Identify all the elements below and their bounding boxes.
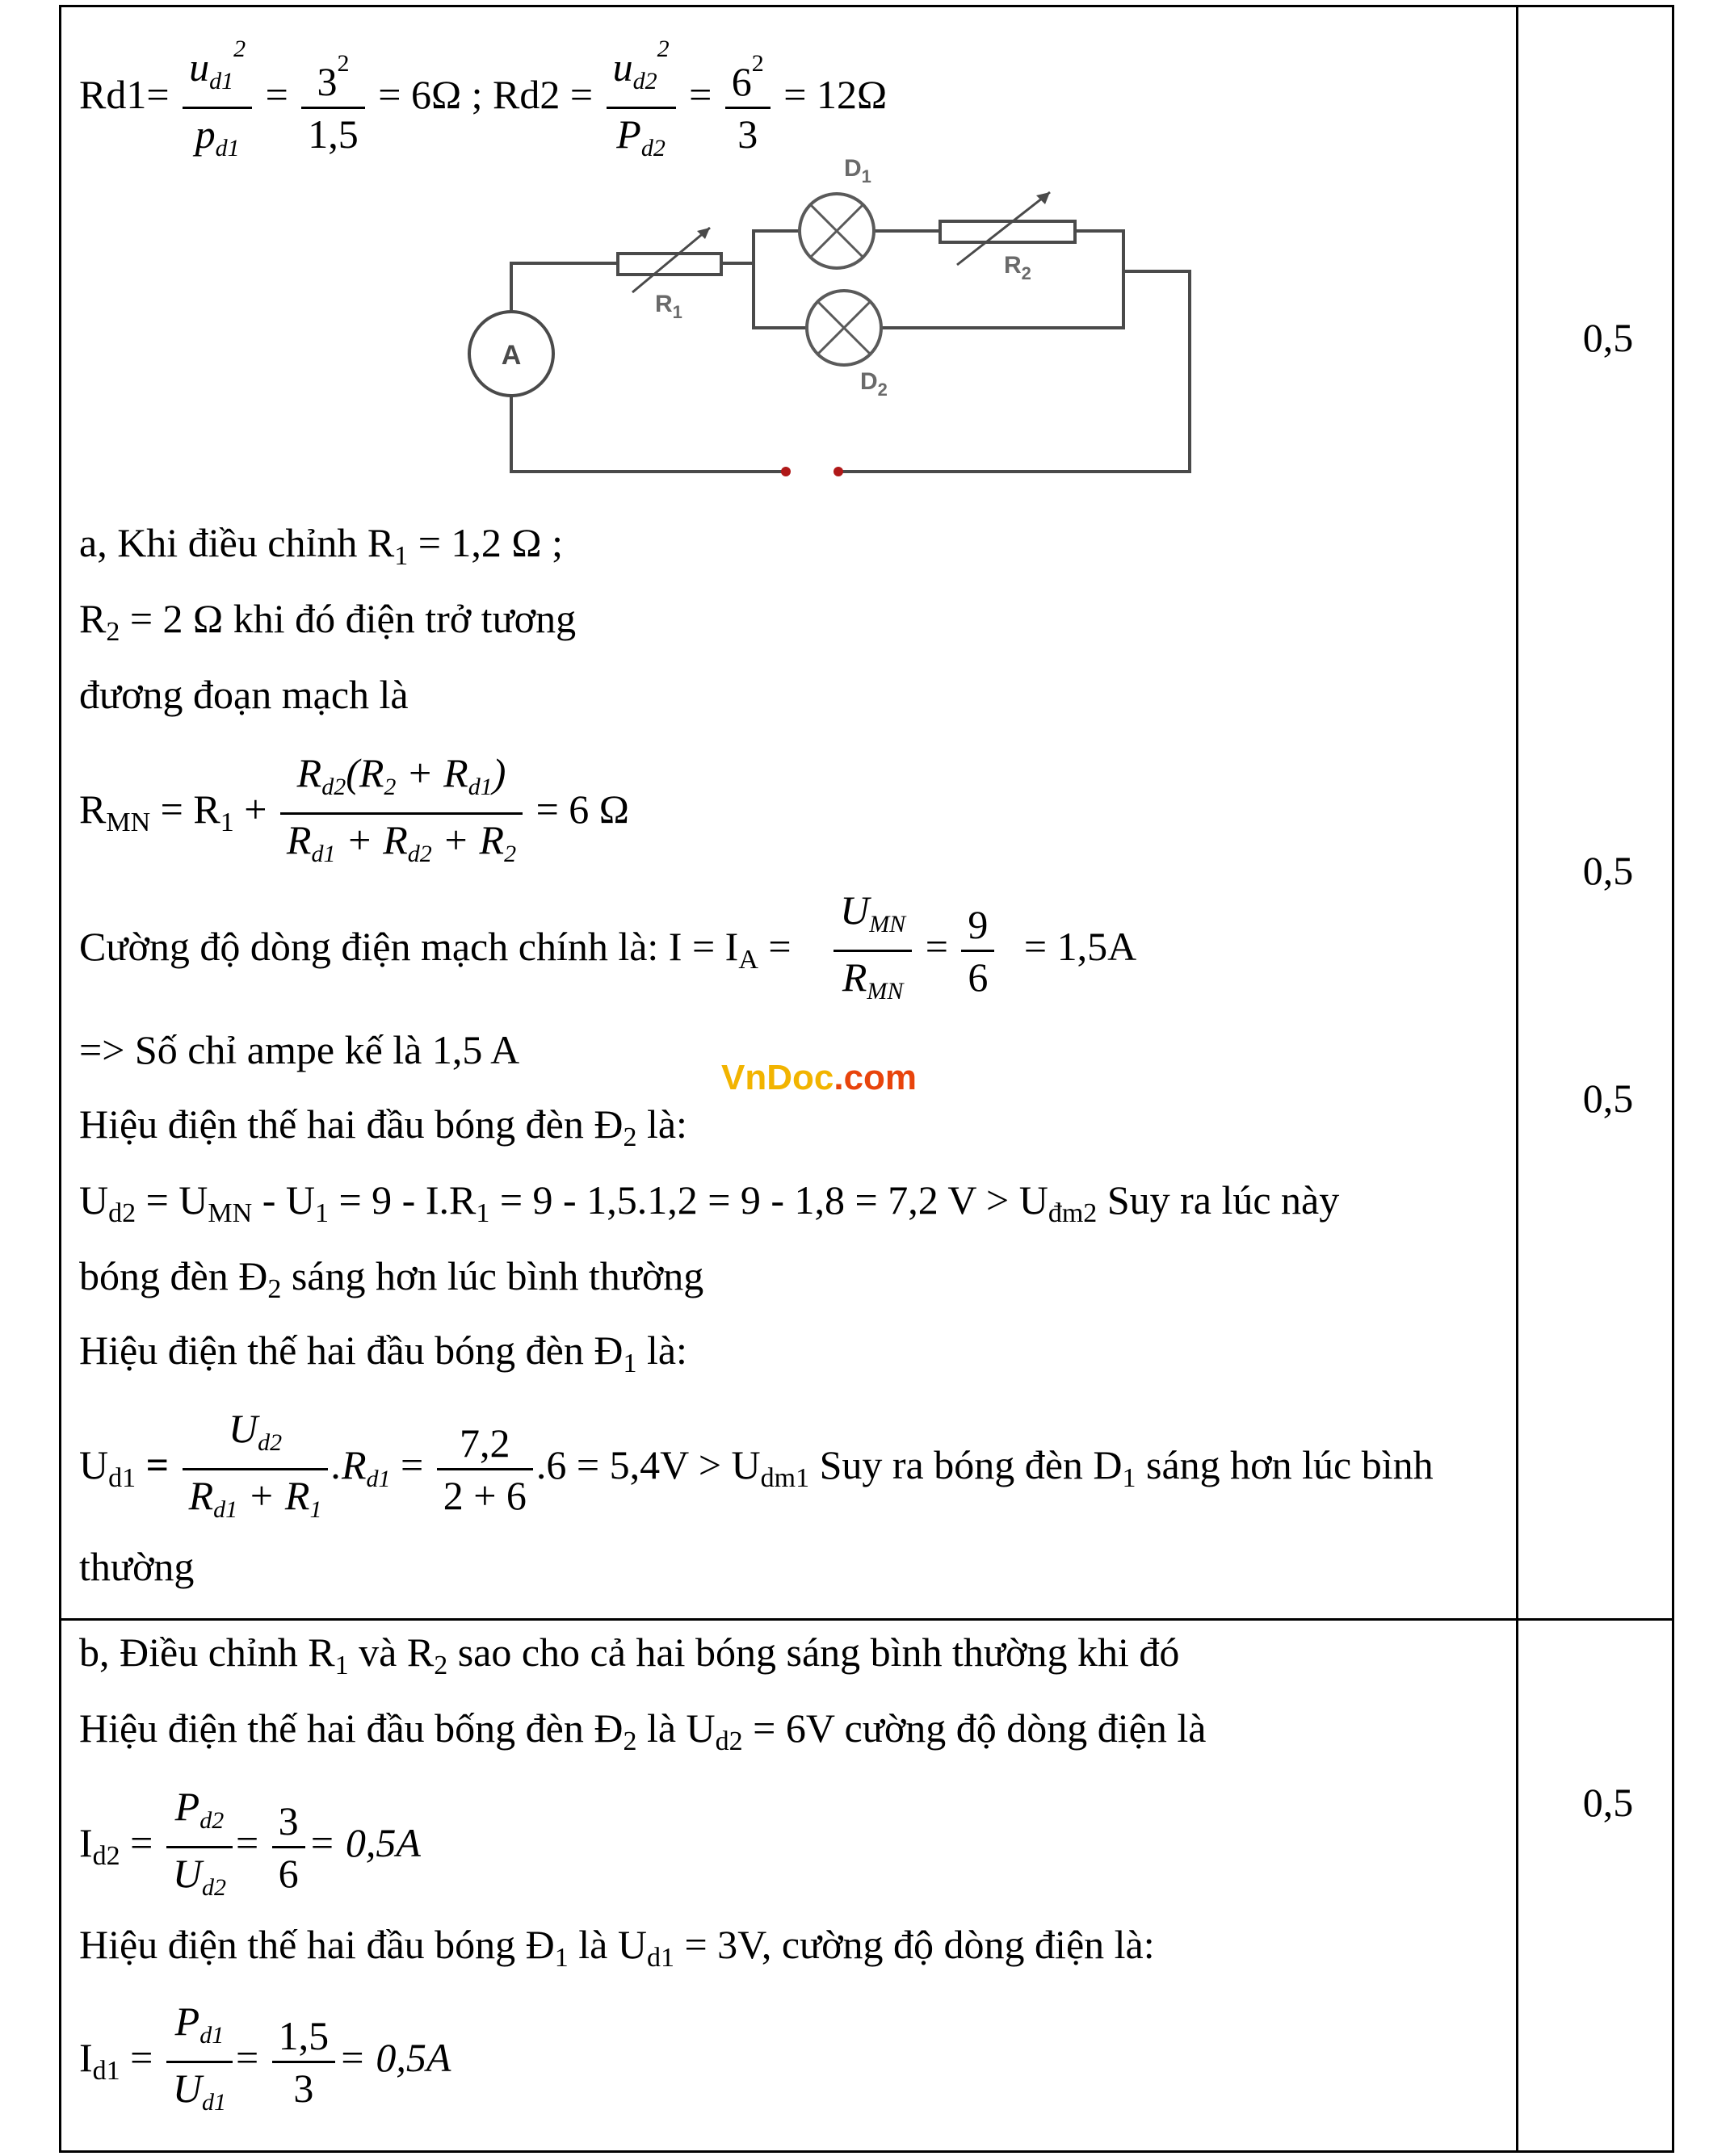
rd2-label: Rd2 = — [493, 71, 594, 117]
main-current-formula: Cường độ dòng điện mạch chính là: $I = I_A$ = $\frac{U_{MN}}{R_{MN}}$ = $\frac{9}{6}$ = 1,5A — [79, 885, 1136, 1017]
part-a-line-3: đương đoạn mạch là — [79, 672, 409, 717]
ud1-value-fraction: $\frac{7,2}{2 + 6}$ — [437, 1418, 533, 1521]
vndoc-watermark: VnDoc.com — [721, 1058, 917, 1097]
ud2-conclusion: bóng đèn $Đ_2$ sáng hơn lúc bình thường — [79, 1253, 704, 1304]
id2-fraction: $\frac{P_{d2}}{U_{d2}}$ — [166, 1781, 233, 1913]
ammeter-reading: => Số chỉ ampe kế là 1,5 A — [79, 1027, 520, 1072]
ammeter-icon — [469, 312, 553, 396]
part-b-line-3: Hiệu điện thế hai đầu bóng $Đ_1$ là $U_{d1} = 3V$, cường độ dòng điện là: — [79, 1922, 1155, 1973]
score-2: 0,5 — [1582, 848, 1634, 893]
terminal-n-icon — [834, 467, 843, 476]
terminal-m-icon — [781, 467, 791, 476]
ud1-fraction: $\frac{U_{d2}}{R_{d1} + R_1}$ — [183, 1403, 329, 1535]
id2-value-fraction: $\frac{3}{6}$ — [272, 1796, 305, 1898]
lamp-d1-icon — [800, 194, 874, 268]
ud2-calculation: $U_{d2} = U_{MN} - U_1 = 9 - I.R_1 = 9 - 1,5.1,2 = 9 - 1,8 = 7,2$ $V > U_{đm2}$ Suy ra lúc này — [79, 1177, 1340, 1228]
rmn-formula: $R_{MN} = R_1$ + $\frac{R_{d2}(R_2 + R_{d1})}{R_{d1} + R_{d2} + R_2}$ = 6 Ω — [79, 748, 629, 879]
rd1-label: Rd1= — [79, 71, 170, 117]
lamp-d2-icon — [807, 291, 881, 365]
current-fraction: $\frac{U_{MN}}{R_{MN}}$ — [834, 885, 912, 1017]
table-border-left — [59, 5, 61, 2153]
table-border-right — [1672, 5, 1674, 2153]
ud2-heading: Hiệu điện thế hai đầu bóng đèn $Đ_2$ là: — [79, 1101, 687, 1152]
lamp-resistance-formula: Rd1= $\frac{u_{d1}^2}{p_{d1}}$ = $\frac{3^2}{1,5}$ = 6Ω ; Rd2 = $\frac{u_{d2}^2}{P_{d2}}$ = $\frac{6^2}{3}$ = 12Ω — [79, 24, 887, 174]
rd2-fraction: $\frac{u_{d2}^2}{P_{d2}}$ — [607, 24, 676, 174]
part-a-line-1: a, Khi điều chỉnh $R_1 = 1,2$ Ω ; — [79, 520, 563, 571]
id2-formula: $I_{d2}$ = $\frac{P_{d2}}{U_{d2}}$ = $\frac{3}{6}$ = 0,5A — [79, 1781, 421, 1913]
id1-value-fraction: $\frac{1,5}{3}$ — [272, 2011, 336, 2113]
rd1-value-fraction: $\frac{3^2}{1,5}$ — [301, 39, 365, 159]
part-b-line-2: Hiệu điện thế hai đầu bống đèn $Đ_2$ là $U_{d2} = 6V$ cường độ dòng điện là — [79, 1705, 1207, 1756]
rd2-value-fraction: $\frac{6^2}{3}$ — [725, 39, 771, 159]
part-a-line-2: $R_2 = 2$ Ω khi đó điện trở tương — [79, 596, 577, 647]
part-b-line-1: b, Điều chỉnh $R_1$ và $R_2$ sao cho cả hai bóng sáng bình thường khi đó — [79, 1630, 1180, 1680]
rd2-result: = 12Ω — [783, 71, 888, 117]
score-4: 0,5 — [1582, 1780, 1634, 1825]
r1-resistor-icon — [618, 254, 721, 275]
table-border-bottom — [59, 2150, 1674, 2153]
ud1-calculation: $U_{d1}$ = $\frac{U_{d2}}{R_{d1} + R_1}$ $.R_{d1}$ = $\frac{7,2}{2 + 6}$ $.6 = 5,4V > U_{dm1}$ Suy ra bóng đèn $D_1$ sáng hơn lúc bình — [79, 1403, 1434, 1535]
ud1-conclusion: thường — [79, 1544, 195, 1589]
ud1-heading: Hiệu điện thế hai đầu bóng đèn $Đ_1$ là: — [79, 1328, 687, 1378]
rd1-result: = 6Ω ; — [378, 71, 483, 117]
current-value-fraction: $\frac{9}{6}$ — [961, 900, 994, 1002]
table-row-divider — [59, 1618, 1674, 1621]
score-1: 0,5 — [1582, 315, 1634, 360]
table-border-top — [59, 5, 1674, 7]
d1-label: $D_1$ — [844, 155, 871, 187]
score-3: 0,5 — [1582, 1076, 1634, 1121]
rmn-fraction: $\frac{R_{d2}(R_2 + R_{d1})}{R_{d1} + R_{d2} + R_2}$ — [280, 748, 523, 879]
id1-formula: $I_{d1}$ = $\frac{P_{d1}}{U_{d1}}$ = $\frac{1,5}{3}$ = 0,5A — [79, 1996, 451, 2128]
svg-text:A: A — [501, 340, 522, 371]
id1-fraction: $\frac{P_{d1}}{U_{d1}}$ — [166, 1996, 233, 2128]
r1-label: $R_1$ — [655, 291, 682, 322]
table-border-middle — [1516, 5, 1518, 2153]
r2-label: $R_2$ — [1004, 252, 1031, 283]
circuit-diagram — [447, 150, 1214, 489]
rd1-fraction: $\frac{u_{d1}^2}{p_{d1}}$ — [183, 24, 252, 174]
d2-label: $D_2$ — [860, 368, 888, 400]
